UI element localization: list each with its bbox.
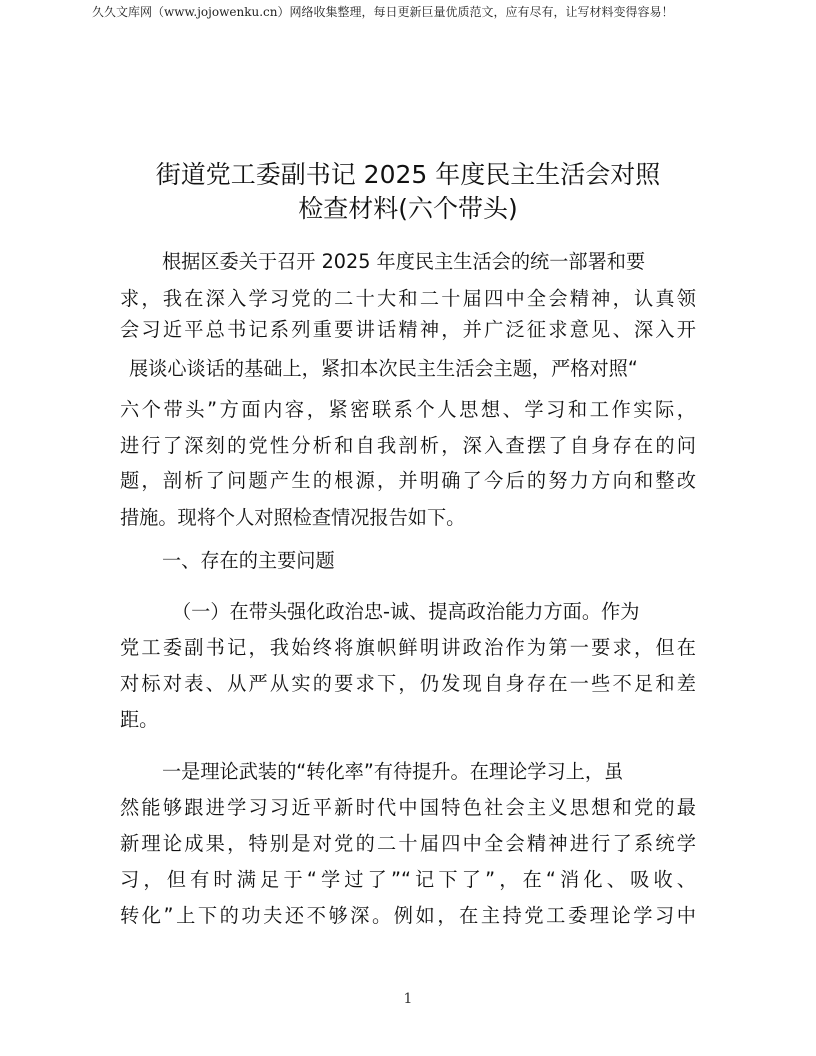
point-line: 转化”上下的功夫还不够深。例如，在主持党工委理论学习中 (120, 904, 696, 927)
point-line: 然能够跟进学习习近平新时代中国特色社会主义思想和党的最 (120, 796, 696, 819)
subsection-line: （一）在带头强化政治忠-诚、提高政治能力方面。作为 (172, 600, 640, 623)
page-number: 1 (403, 991, 413, 1007)
document-title-line-2: 检查材料(六个带头) (298, 194, 518, 223)
paragraph-line: 措施。现将个人对照检查情况报告如下。 (120, 506, 466, 529)
document-title-line-1: 街道党工委副书记 2025 年度民主生活会对照 (155, 160, 661, 189)
point-line: 一是理论武装的“转化率”有待提升。在理论学习上，虽 (162, 760, 624, 783)
paragraph-line: 展谈心谈话的基础上，紧扣本次民主生活会主题，严格对照“ (129, 357, 638, 380)
header-note: 久久文库网（www.jojowenku.cn）网络收集整理，每日更新巨量优质范文，应有尽有，让写材料变得容易！ (92, 5, 674, 19)
paragraph-line: 求，我在深入学习党的二十大和二十届四中全会精神，认真领 (120, 287, 696, 310)
section-heading: 一、存在的主要问题 (162, 549, 335, 572)
subsection-line: 对标对表、从严从实的要求下，仍发现自身存在一些不足和差 (120, 672, 696, 695)
paragraph-line: 进行了深刻的党性分析和自我剖析，深入查摆了自身存在的问 (120, 434, 696, 457)
paragraph-line: 根据区委关于召开 2025 年度民主生活会的统一部署和要 (162, 250, 646, 273)
point-line: 新理论成果，特别是对党的二十届四中全会精神进行了系统学 (120, 832, 696, 855)
paragraph-line: 六个带头”方面内容，紧密联系个人思想、学习和工作实际， (120, 398, 696, 421)
subsection-line: 党工委副书记，我始终将旗帜鲜明讲政治作为第一要求，但在 (120, 636, 696, 659)
point-line: 习，但有时满足于“学过了”“记下了”，在“消化、吸收、 (120, 868, 696, 891)
paragraph-line: 题，剖析了问题产生的根源，并明确了今后的努力方向和整改 (120, 469, 696, 492)
paragraph-line: 会习近平总书记系列重要讲话精神，并广泛征求意见、深入开 (120, 318, 696, 341)
subsection-line: 距。 (120, 708, 159, 731)
